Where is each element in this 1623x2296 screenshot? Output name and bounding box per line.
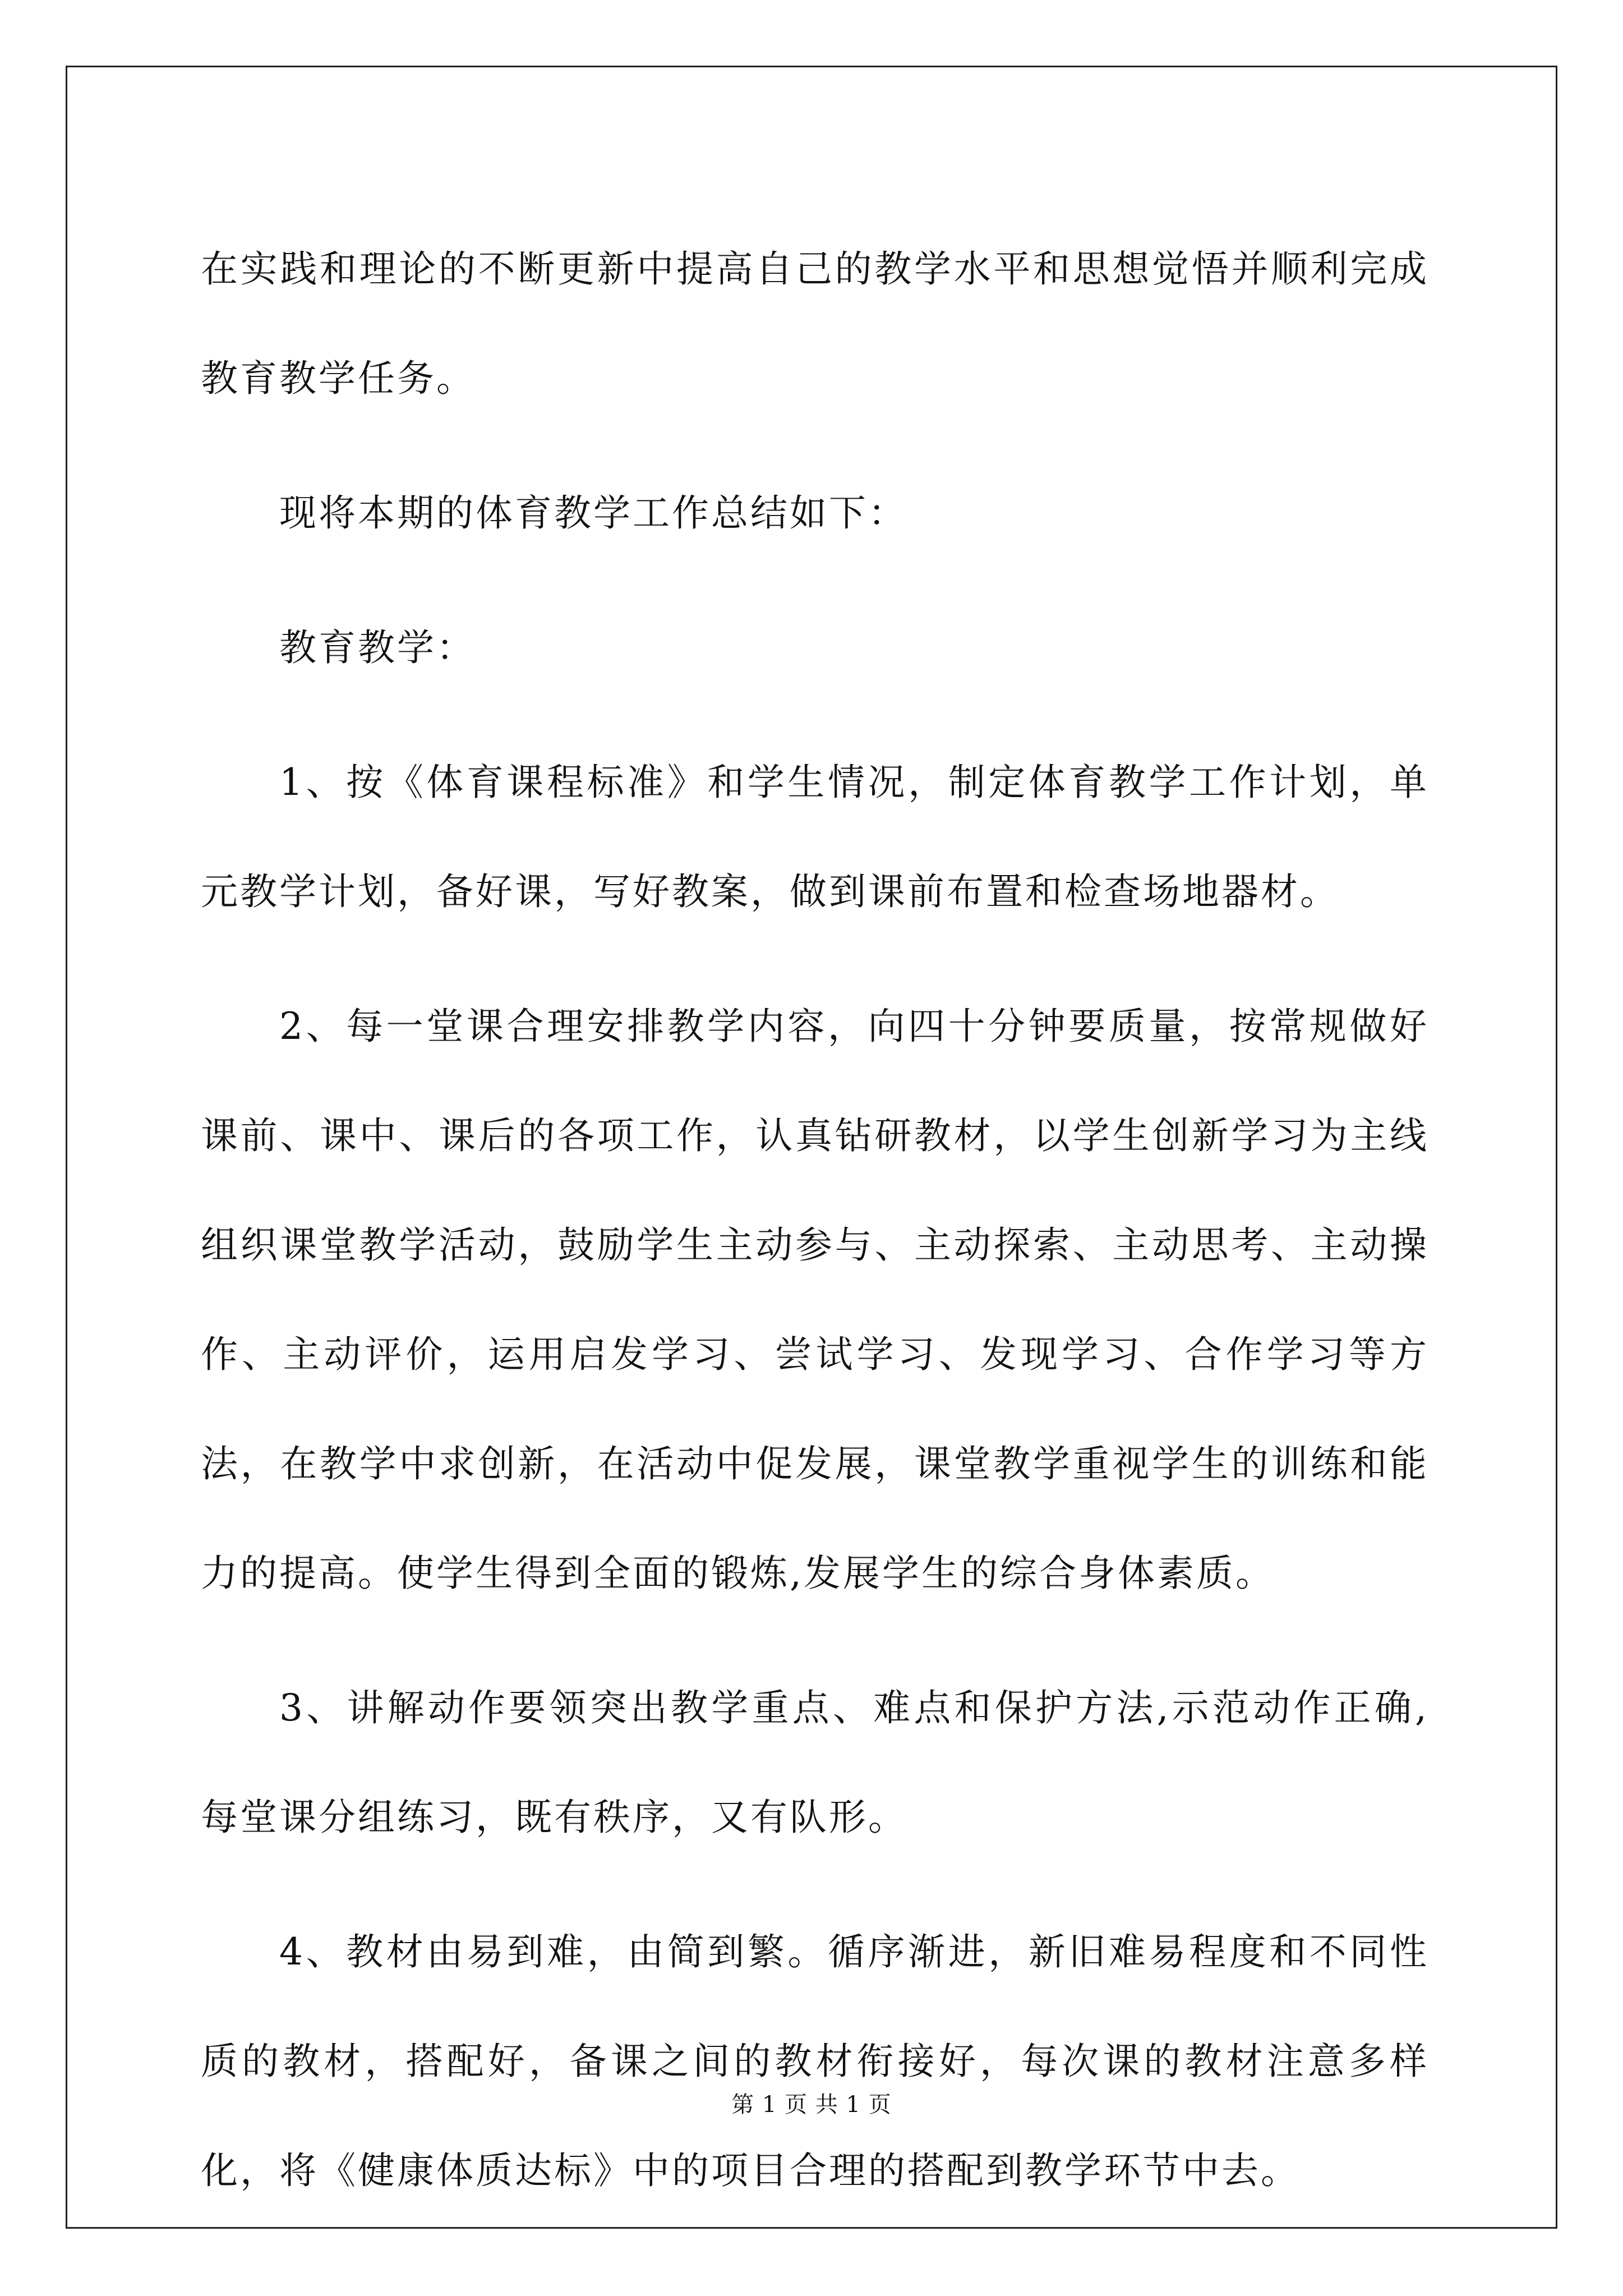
paragraph: 1、按《体育课程标准》和学生情况，制定体育教学工作计划，单元教学计划，备好课，写好教案，做到课前布置和检查场地器材。 [201,761,1429,913]
page-number: 第 1 页 共 1 页 [731,2092,892,2118]
paragraph-heading: 教育教学： [279,626,476,669]
paragraph: 在实践和理论的不断更新中提高自己的教学水平和思想觉悟并顺利完成教育教学任务。 [201,247,1429,400]
paragraph: 3、讲解动作要领突出教学重点、难点和保护方法,示范动作正确,每堂课分组练习，既有秩序，又有队形。 [201,1686,1429,1839]
paragraph: 4、教材由易到难，由简到繁。循序渐进，新旧难易程度和不同性质的教材，搭配好，备课之间的教材衔接好，每次课的教材注意多样化，将《健康体质达标》中的项目合理的搭配到教学环节中去。 [201,1930,1429,2192]
paragraph: 2、每一堂课合理安排教学内容，向四十分钟要质量，按常规做好课前、课中、课后的各项工作，认真钻研教材，以学生创新学习为主线组织课堂教学活动，鼓励学生主动参与、主动探索、主动思考、主动操作、主动评价，运用启发学习、尝试学习、发现学习、合作学习等方法，在教学中求创新，在活动中促发展，课堂教学重视学生的训练和能力的提高。使学生得到全面的锻炼,发展学生的综合身体素质。 [201,1005,1429,1595]
document-body [201,214,1429,2251]
paragraph: 现将本期的体育教学工作总结如下： [279,491,907,535]
